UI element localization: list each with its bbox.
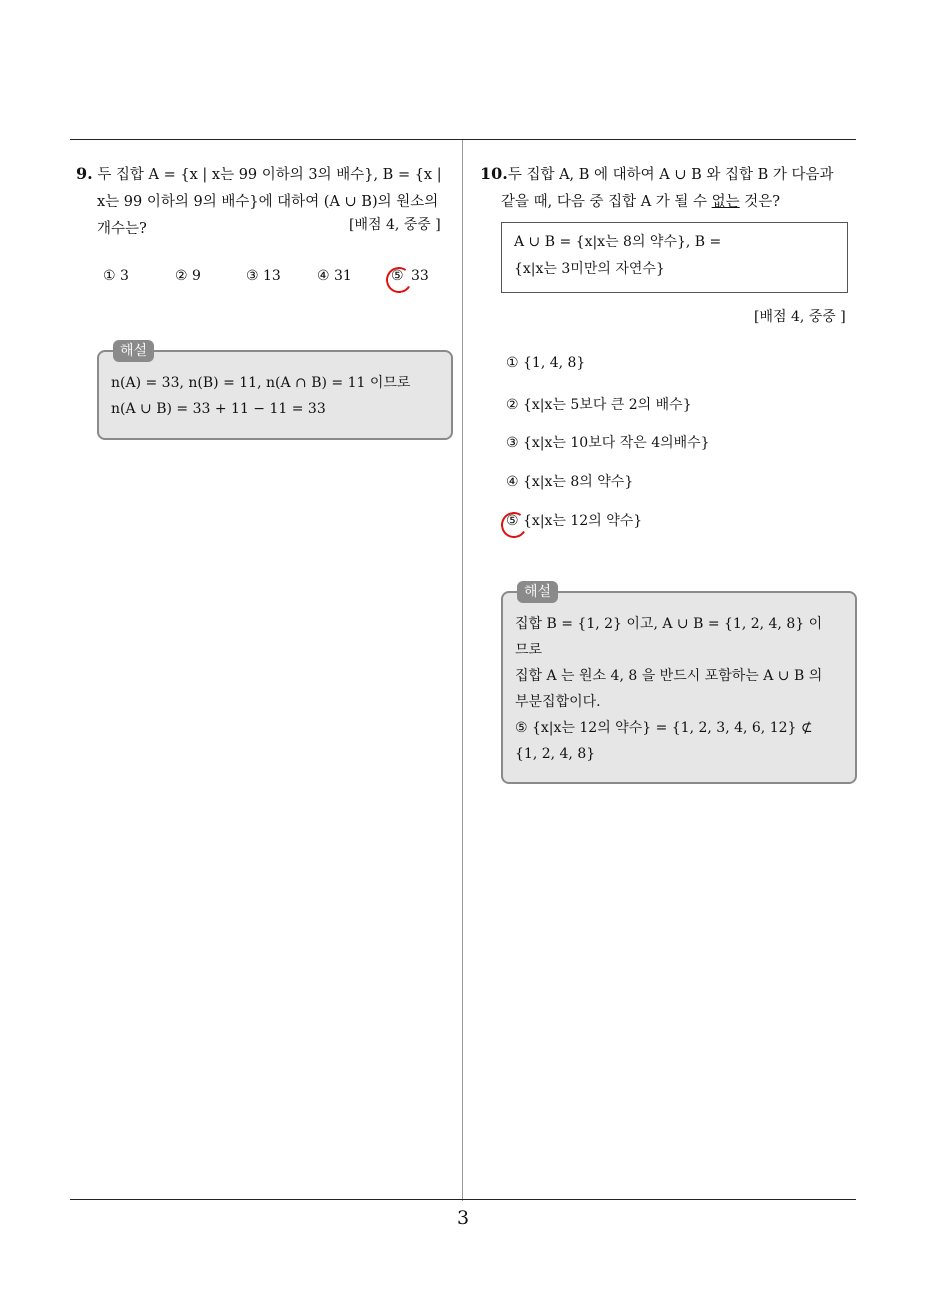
q9-choice-2[interactable]: ② 9 [175, 268, 201, 284]
q9-line2: x는 99 이하의 9의 배수}에 대하여 (A ∪ B)의 원소의 [97, 194, 439, 210]
q10-solution-line2: 므로 [515, 642, 543, 658]
q10-solution-line1: 집합 B = {1, 2} 이고, A ∪ B = {1, 2, 4, 8} 이 [515, 616, 823, 632]
q9-choice-3[interactable]: ③ 13 [246, 268, 281, 284]
q10-answer-mark: ⑤ [506, 513, 519, 529]
q9-choice-4[interactable]: ④ 31 [317, 268, 352, 284]
q10-solution-tag: 해설 [517, 581, 558, 603]
q10-condition-line1: A ∪ B = {x|x는 8의 약수}, B = [514, 234, 722, 250]
q10-solution-box [501, 584, 857, 784]
q10-condition-box [501, 222, 848, 293]
q10-condition-line2: {x|x는 3미만의 자연수} [514, 261, 665, 277]
q10-points: [배점 4, 중중 ] [754, 309, 846, 325]
q9-choice-1[interactable]: ① 3 [103, 268, 129, 284]
question-10 [480, 160, 860, 216]
q10-choice-5[interactable]: ⑤ {x|x는 12의 약수} [506, 513, 643, 529]
q9-solution-tag: 해설 [113, 340, 154, 362]
q10-solution-line3: 집합 A 는 원소 4, 8 을 반드시 포함하는 A ∪ B 의 [515, 668, 823, 684]
q10-emphasis: 없는 [711, 194, 740, 210]
q10-solution-line6: {1, 2, 4, 8} [515, 746, 596, 762]
q10-choice-2[interactable]: ② {x|x는 5보다 큰 2의 배수} [506, 397, 692, 413]
q9-choices [103, 268, 443, 292]
q9-solution-box [97, 343, 453, 440]
q10-solution-line4: 부분집합이다. [515, 694, 601, 710]
q9-solution-line2: n(A ∪ B) = 33 + 11 − 11 = 33 [111, 401, 326, 417]
page-number: 3 [456, 1207, 470, 1229]
q9-points: [배점 4, 중중 ] [349, 217, 441, 233]
q9-line1: 9. 두 집합 A = {x | x는 99 이하의 3의 배수}, B = {x | [76, 164, 442, 183]
q10-line1: 10.두 집합 A, B 에 대하여 A ∪ B 와 집합 B 가 다음과 [480, 164, 834, 183]
q9-solution-line1: n(A) = 33, n(B) = 11, n(A ∩ B) = 11 이므로 [111, 375, 411, 391]
q9-number: 9. [76, 164, 93, 183]
q10-line2: 같을 때, 다음 중 집합 A 가 될 수 없는 것은? [501, 194, 781, 210]
q9-choice-5[interactable]: ⑤ [391, 268, 404, 284]
bottom-rule [70, 1199, 856, 1200]
top-rule [70, 139, 856, 140]
q10-choice-1[interactable]: ① {1, 4, 8} [506, 355, 586, 371]
q10-number: 10. [480, 164, 508, 183]
q9-line3: 개수는? [97, 221, 147, 237]
q10-choice-4[interactable]: ④ {x|x는 8의 약수} [506, 474, 634, 490]
q9-choice-5-value: 33 [411, 268, 429, 284]
column-divider [462, 140, 463, 1201]
q10-choice-3[interactable]: ③ {x|x는 10보다 작은 4의배수} [506, 435, 710, 451]
q10-solution-line5: ⑤ {x|x는 12의 약수} = {1, 2, 3, 4, 6, 12} ⊄ [515, 720, 813, 736]
